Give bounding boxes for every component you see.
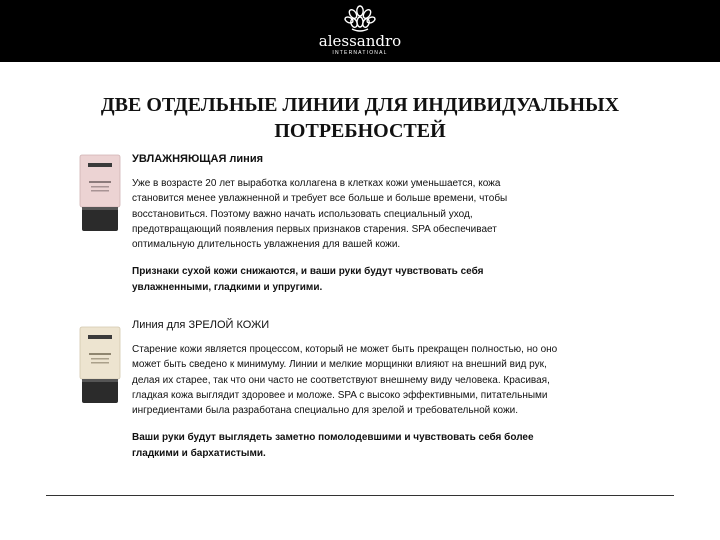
body-line: предотвращающий появления первых признаков старения. SPA обеспечивает — [132, 223, 497, 235]
emphasis-line: увлажненными, гладкими и упругими. — [132, 281, 323, 293]
emphasis-line: Ваши руки будут выглядеть заметно помолодевшими и чувствовать себя более — [132, 432, 534, 444]
body-line: оптимальную длительность увлажнения для вашей кожи. — [132, 239, 401, 251]
emphasis-line: Признаки сухой кожи снижаются, и ваши руки будут чувствовать себя — [132, 266, 484, 278]
section-body — [132, 342, 692, 418]
slide-title-line: ПОТРЕБНОСТЕЙ — [274, 120, 446, 142]
brand-subtitle: INTERNATIONAL — [332, 50, 388, 56]
body-line: Старение кожи является процессом, который не может быть прекращен полностью, но оно — [132, 344, 558, 355]
moisturizing-line-section — [132, 152, 692, 295]
slide-title-line: ДВЕ ОТДЕЛЬНЫЕ ЛИНИИ ДЛЯ ИНДИВИДУАЛЬНЫХ — [100, 94, 620, 116]
brand-wordmark: alessandro — [318, 32, 402, 50]
emphasis-line: гладкими и бархатистыми. — [132, 447, 266, 459]
section-body — [132, 176, 692, 252]
section-emphasis — [132, 264, 692, 295]
section-heading: Линия для ЗРЕЛОЙ КОЖИ — [132, 319, 270, 331]
body-line: Уже в возрасте 20 лет выработка коллагена в клетках кожи уменьшается, кожа — [132, 178, 501, 189]
section-emphasis — [132, 430, 692, 461]
section-heading: УВЛАЖНЯЮЩАЯ линия — [132, 153, 264, 165]
footer-divider — [46, 495, 674, 496]
lotus-emblem-icon — [342, 2, 378, 36]
brand-logo — [310, 2, 410, 62]
moisturizing-cream-tube-image — [77, 153, 123, 233]
body-line: ингредиентами была разработана специально для зрелой и требовательной кожи. — [132, 405, 519, 417]
body-line: может быть сведено к минимуму. Линии и мелкие морщинки влияют на внешний вид рук, — [132, 359, 547, 371]
mature-skin-line-section — [132, 318, 692, 461]
body-line: делая их старее, так что они часто не соответствуют внешнему виду человека. Красивая, — [132, 374, 550, 386]
body-line: гладкая кожа выглядит здоровее и моложе. SPA с высоко эффективными, питательными — [132, 389, 548, 401]
slide-title — [40, 92, 680, 144]
header-bar — [0, 0, 720, 62]
mature-skin-cream-tube-image — [77, 325, 123, 405]
body-line: восстановиться. Поэтому важно начать использовать специальный уход, — [132, 208, 473, 220]
body-line: становится менее увлажненной и требует все больше и больше времени, чтобы — [132, 193, 508, 205]
